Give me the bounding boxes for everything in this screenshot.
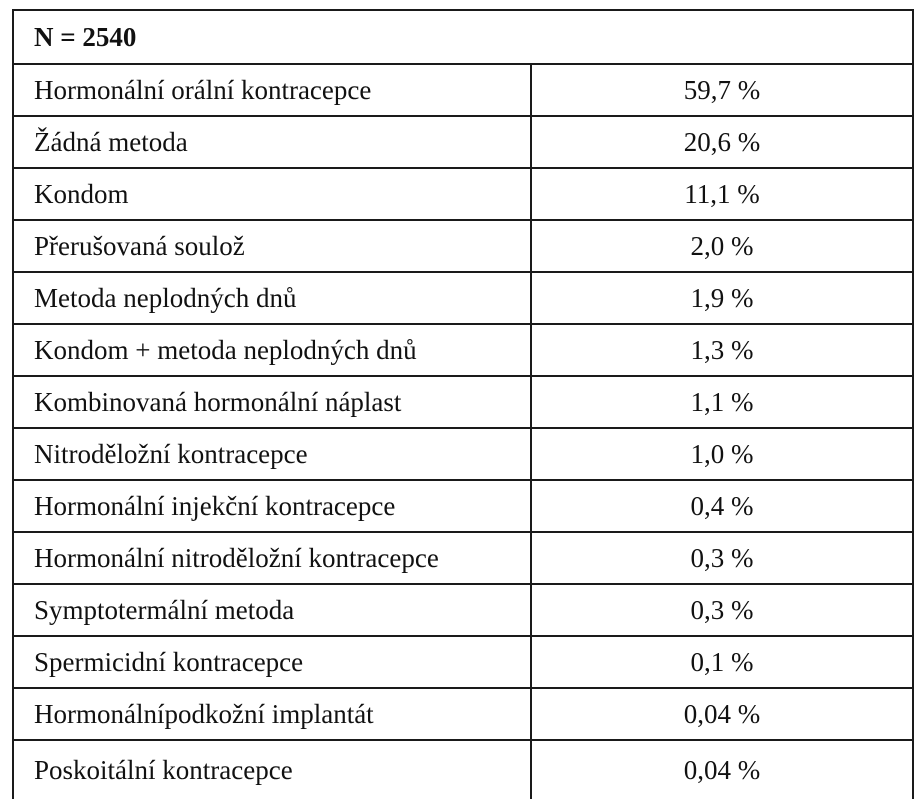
method-label: Kondom [13, 168, 531, 220]
method-label: Kombinovaná hormonální náplast [13, 376, 531, 428]
table-row [13, 740, 913, 799]
table-row [13, 480, 913, 532]
percent-value: 59,7 % [531, 64, 913, 116]
percent-value: 0,4 % [531, 480, 913, 532]
table-row [13, 324, 913, 376]
header-row [13, 10, 913, 64]
percent-value: 1,9 % [531, 272, 913, 324]
table-row [13, 584, 913, 636]
table-row [13, 272, 913, 324]
method-label: Hormonální nitroděložní kontracepce [13, 532, 531, 584]
percent-value: 2,0 % [531, 220, 913, 272]
table-row [13, 168, 913, 220]
method-label: Kondom + metoda neplodných dnů [13, 324, 531, 376]
method-label: Přerušovaná soulož [13, 220, 531, 272]
method-label: Hormonální injekční kontracepce [13, 480, 531, 532]
sample-size-header: N = 2540 [13, 10, 913, 64]
method-label: Poskoitální kontracepce [13, 740, 531, 799]
table-row [13, 116, 913, 168]
percent-value: 0,1 % [531, 636, 913, 688]
method-label: Symptotermální metoda [13, 584, 531, 636]
percent-value: 1,0 % [531, 428, 913, 480]
percent-value: 1,3 % [531, 324, 913, 376]
table-row [13, 532, 913, 584]
percent-value: 0,04 % [531, 688, 913, 740]
percent-value: 0,3 % [531, 584, 913, 636]
method-label: Hormonální orální kontracepce [13, 64, 531, 116]
method-label: Metoda neplodných dnů [13, 272, 531, 324]
table-row [13, 688, 913, 740]
percent-value: 0,04 % [531, 740, 913, 799]
method-label: Žádná metoda [13, 116, 531, 168]
table-row [13, 220, 913, 272]
data-table [12, 9, 914, 799]
percent-value: 20,6 % [531, 116, 913, 168]
table-row [13, 376, 913, 428]
method-label: Hormonálnípodkožní implantát [13, 688, 531, 740]
percent-value: 0,3 % [531, 532, 913, 584]
table-row [13, 636, 913, 688]
table-row [13, 64, 913, 116]
method-label: Spermicidní kontracepce [13, 636, 531, 688]
percent-value: 11,1 % [531, 168, 913, 220]
percent-value: 1,1 % [531, 376, 913, 428]
table-row [13, 428, 913, 480]
contraception-table [12, 9, 912, 799]
method-label: Nitroděložní kontracepce [13, 428, 531, 480]
